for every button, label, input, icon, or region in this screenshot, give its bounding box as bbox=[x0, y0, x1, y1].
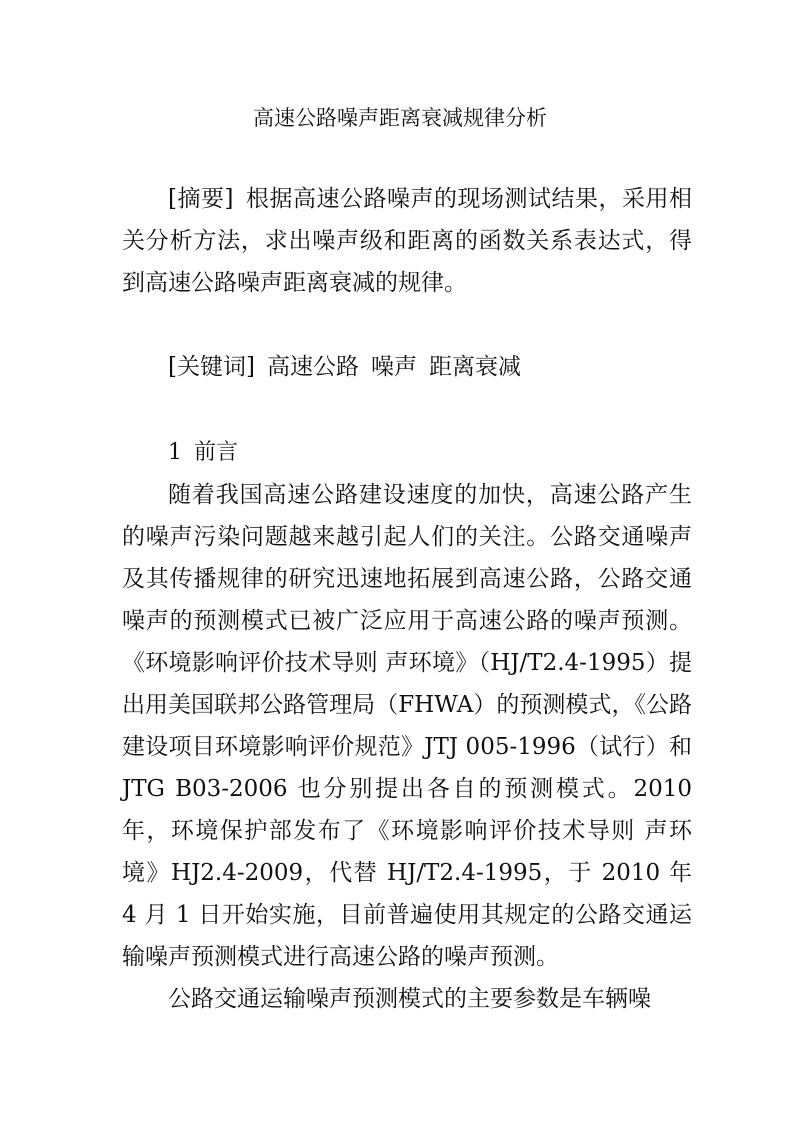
keywords-paragraph bbox=[122, 346, 692, 388]
abstract-label: [摘要] bbox=[168, 186, 234, 212]
keyword-item: 噪声 bbox=[370, 354, 417, 380]
keywords-label: [关键词] bbox=[168, 354, 255, 380]
abstract-text: 根据高速公路噪声的现场测试结果，采用相关分析方法，求出噪声级和距离的函数关系表达式，得到高速公路噪声距离衰减的规律。 bbox=[122, 186, 692, 296]
document-title: 高速公路噪声距离衰减规律分析 bbox=[253, 106, 547, 130]
body-paragraph: 公路交通运输噪声预测模式的主要参数是车辆噪 bbox=[168, 986, 651, 1012]
section-title: 前言 bbox=[194, 440, 239, 465]
keyword-item: 距离衰减 bbox=[428, 354, 521, 380]
keyword-item: 高速公路 bbox=[266, 354, 359, 380]
section-number: 1 bbox=[168, 440, 182, 465]
abstract-paragraph bbox=[122, 178, 692, 304]
section-heading bbox=[168, 432, 238, 474]
body-paragraph: 随着我国高速公路建设速度的加快，高速公路产生的噪声污染问题越来越引起人们的关注。公路交通噪声及其传播规律的研究迅速地拓展到高速公路，公路交通噪声的预测模式已被广泛应用于高速公路的噪声预测。《环境影响评价技术导则 声环境》（HJ/T2.4-1995）提出用美国联邦公路管理局（FHWA）的预测模式，《公路建设项目环境影响评价规范》JTJ 005-1996（试行）和 JTG B03-2006 也分别提出各自的预测模式。2010 年，环境保护部发布了《环境影响评价技术导则 声环境》HJ2.4-2009，代替 HJ/T2.4-1995，于 2010 年 4 月 1 日开始实施，目前普遍使用其规定的公路交通运输噪声预测模式进行高速公路的噪声预测。 bbox=[122, 482, 692, 970]
